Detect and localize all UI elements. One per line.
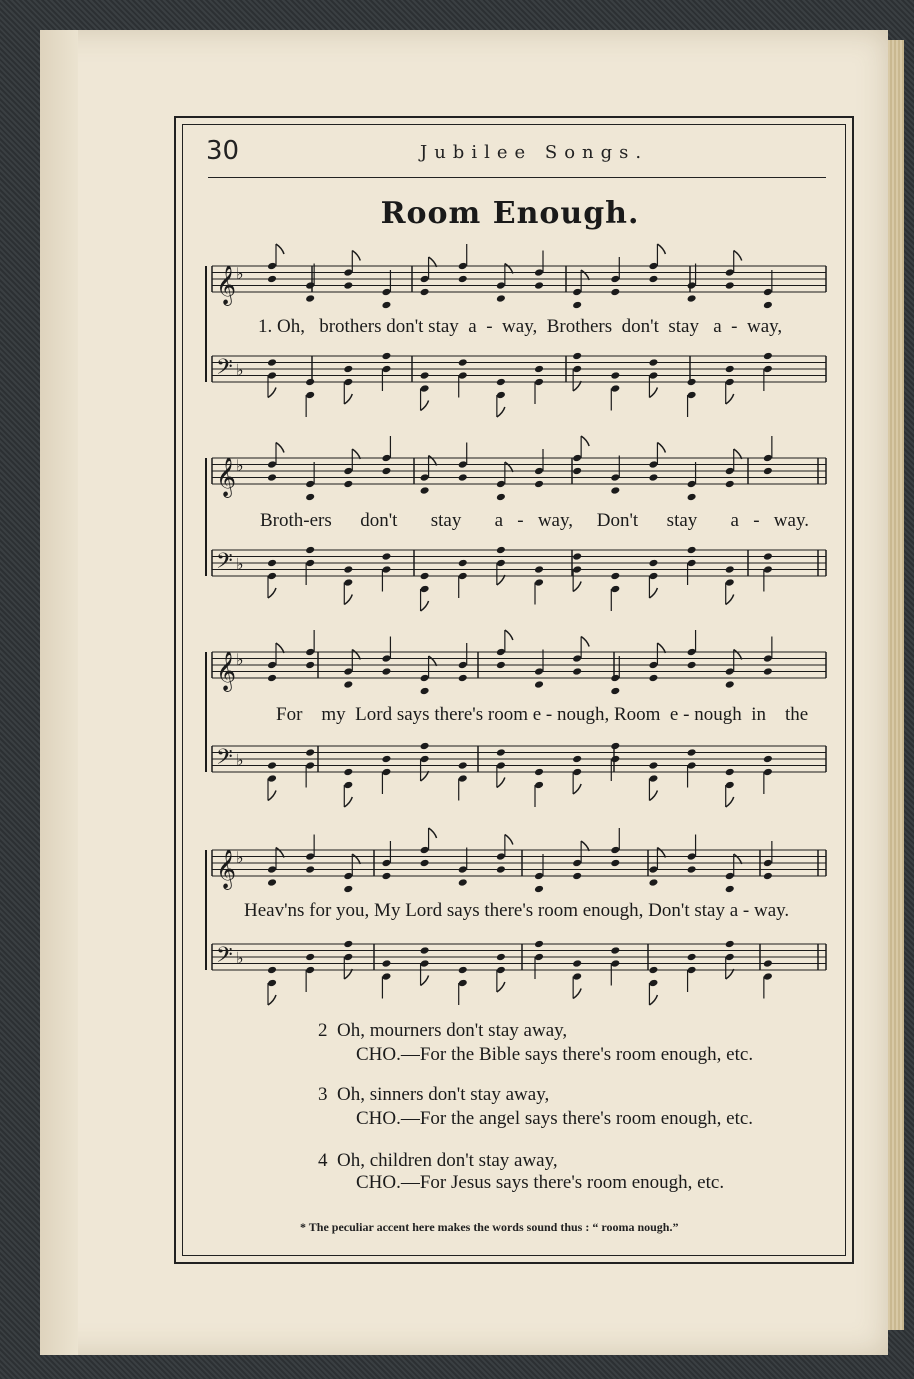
note-head: [343, 565, 353, 574]
verse-2-line: 2 Oh, mourners don't stay away,: [318, 1020, 568, 1041]
note-head: [267, 966, 277, 975]
note-head: [420, 572, 430, 581]
note-head: [572, 467, 582, 476]
note-flag: [276, 443, 284, 453]
note-head: [343, 480, 353, 489]
note-head: [381, 872, 391, 881]
note-head: [572, 959, 582, 968]
note-head: [343, 885, 353, 894]
note-head: [420, 946, 430, 955]
note-head: [725, 680, 735, 689]
note-flag: [497, 778, 505, 788]
note-head: [381, 959, 391, 968]
note-head: [610, 572, 620, 581]
key-signature-flat: ♭: [236, 456, 244, 475]
note-head: [534, 565, 544, 574]
note-head: [381, 552, 391, 561]
bass-clef: 𝄢: [216, 745, 233, 775]
note-head: [458, 878, 468, 887]
note-head: [610, 742, 620, 751]
note-head: [343, 768, 353, 777]
note-head: [610, 486, 620, 495]
note-flag: [421, 401, 429, 411]
note-head: [763, 301, 773, 310]
note-head: [534, 480, 544, 489]
note-head: [572, 552, 582, 561]
verse-2-chorus: CHO.—For the Bible says there's room enough, etc.: [356, 1044, 754, 1065]
note-head: [610, 687, 620, 696]
note-flag: [581, 436, 589, 446]
note-head: [648, 878, 658, 887]
note-head: [458, 275, 468, 284]
key-signature-flat: ♭: [236, 264, 244, 283]
note-head: [458, 966, 468, 975]
note-flag: [726, 394, 734, 404]
note-head: [496, 748, 506, 757]
bass-clef: 𝄢: [216, 943, 233, 973]
note-head: [267, 674, 277, 683]
note-head: [458, 761, 468, 770]
running-head: Jubilee Songs.: [420, 142, 649, 163]
lyric-line-4: Heav'ns for you, My Lord says there's room enough, Don't stay a - way.: [244, 900, 790, 921]
note-head: [381, 755, 391, 764]
note-head: [534, 885, 544, 894]
note-head: [572, 352, 582, 361]
note-head: [763, 467, 773, 476]
note-flag: [726, 797, 734, 807]
key-signature-flat: ♭: [236, 650, 244, 669]
note-head: [420, 742, 430, 751]
note-head: [610, 859, 620, 868]
key-signature-flat: ♭: [236, 554, 244, 574]
treble-clef: 𝄞: [216, 457, 237, 497]
note-flag: [268, 588, 276, 598]
note-head: [458, 674, 468, 683]
verse-3-line: 3 Oh, sinners don't stay away,: [318, 1084, 550, 1105]
bass-clef: 𝄢: [216, 355, 233, 385]
note-head: [725, 565, 735, 574]
key-signature-flat: ♭: [236, 848, 244, 867]
lyric-line-1: 1. Oh, brothers don't stay a - way, Brothers don't stay a - way,: [258, 316, 783, 337]
note-head: [687, 546, 697, 555]
note-head: [305, 493, 315, 502]
note-head: [763, 552, 773, 561]
note-head: [381, 352, 391, 361]
note-head: [763, 667, 773, 676]
note-flag: [421, 976, 429, 986]
note-flag: [657, 244, 665, 254]
note-head: [610, 946, 620, 955]
verse-4-line: 4 Oh, children don't stay away,: [318, 1150, 558, 1171]
note-head: [458, 473, 468, 482]
note-flag: [352, 251, 360, 261]
note-flag: [649, 588, 657, 598]
page-number: 30: [206, 136, 240, 166]
note-head: [763, 352, 773, 361]
note-head: [725, 365, 735, 374]
note-head: [458, 559, 468, 568]
note-flag: [344, 595, 352, 605]
note-head: [343, 680, 353, 689]
note-head: [267, 358, 277, 367]
note-head: [725, 940, 735, 949]
note-head: [496, 493, 506, 502]
note-head: [496, 378, 506, 387]
note-flag: [429, 828, 437, 838]
note-head: [496, 546, 506, 555]
note-flag: [581, 637, 589, 647]
note-head: [534, 680, 544, 689]
key-signature-flat: ♭: [236, 750, 244, 770]
note-flag: [573, 582, 581, 592]
note-flag: [649, 995, 657, 1005]
note-head: [648, 559, 658, 568]
note-head: [648, 275, 658, 284]
note-head: [458, 358, 468, 367]
note-head: [648, 473, 658, 482]
treble-clef: 𝄞: [216, 265, 237, 305]
note-head: [534, 365, 544, 374]
note-head: [648, 674, 658, 683]
note-head: [305, 378, 315, 387]
lyric-line-2: Broth-ers don't stay a - way, Don't stay a - way.: [260, 510, 809, 531]
note-flag: [505, 630, 513, 640]
note-head: [305, 865, 315, 874]
note-flag: [497, 407, 505, 417]
note-head: [534, 768, 544, 777]
note-head: [763, 959, 773, 968]
verse-3-chorus: CHO.—For the angel says there's room enough, etc.: [356, 1108, 754, 1129]
note-head: [725, 885, 735, 894]
note-head: [381, 667, 391, 676]
note-head: [343, 940, 353, 949]
note-flag: [268, 791, 276, 801]
note-flag: [573, 784, 581, 794]
note-head: [420, 859, 430, 868]
note-head: [305, 661, 315, 670]
note-head: [267, 878, 277, 887]
note-head: [496, 661, 506, 670]
note-flag: [734, 251, 742, 261]
note-head: [648, 966, 658, 975]
note-head: [572, 301, 582, 310]
note-flag: [505, 835, 513, 845]
note-flag: [649, 388, 657, 398]
note-head: [687, 493, 697, 502]
note-head: [648, 358, 658, 367]
key-signature-flat: ♭: [236, 360, 244, 380]
note-head: [610, 288, 620, 297]
note-head: [763, 755, 773, 764]
note-head: [420, 486, 430, 495]
note-flag: [421, 601, 429, 611]
note-head: [381, 467, 391, 476]
treble-clef: 𝄞: [216, 849, 237, 889]
note-head: [267, 761, 277, 770]
note-flag: [497, 982, 505, 992]
note-head: [725, 281, 735, 290]
note-head: [725, 480, 735, 489]
note-head: [687, 378, 697, 387]
note-head: [725, 768, 735, 777]
note-flag: [649, 791, 657, 801]
note-head: [687, 748, 697, 757]
verse-4-chorus: CHO.—For Jesus says there's room enough, etc.: [356, 1172, 725, 1193]
note-head: [267, 559, 277, 568]
note-head: [305, 546, 315, 555]
note-head: [763, 872, 773, 881]
note-head: [420, 288, 430, 297]
note-flag: [268, 388, 276, 398]
note-head: [420, 371, 430, 380]
note-flag: [344, 797, 352, 807]
note-head: [648, 761, 658, 770]
note-flag: [657, 443, 665, 453]
treble-clef: 𝄞: [216, 651, 237, 691]
note-flag: [276, 244, 284, 254]
note-head: [534, 281, 544, 290]
note-head: [687, 953, 697, 962]
note-head: [534, 940, 544, 949]
bass-clef: 𝄢: [216, 549, 233, 579]
footnote: * The peculiar accent here makes the words sound thus : “ rooma nough.”: [300, 1220, 679, 1234]
note-head: [572, 872, 582, 881]
key-signature-flat: ♭: [236, 948, 244, 968]
note-head: [305, 953, 315, 962]
note-head: [496, 294, 506, 303]
song-title: Room Enough.: [380, 196, 640, 231]
note-flag: [573, 989, 581, 999]
note-head: [381, 301, 391, 310]
note-head: [343, 365, 353, 374]
note-head: [267, 473, 277, 482]
note-head: [496, 953, 506, 962]
note-head: [687, 294, 697, 303]
note-flag: [344, 394, 352, 404]
note-head: [687, 661, 697, 670]
note-flag: [726, 595, 734, 605]
note-head: [420, 687, 430, 696]
lyric-line-3: For my Lord says there's room e - nough, Room e - nough in the: [276, 704, 809, 725]
note-head: [496, 865, 506, 874]
note-head: [305, 748, 315, 757]
note-head: [572, 755, 582, 764]
note-head: [610, 371, 620, 380]
note-head: [267, 275, 277, 284]
note-head: [687, 865, 697, 874]
note-flag: [268, 995, 276, 1005]
note-head: [572, 667, 582, 676]
note-head: [305, 294, 315, 303]
note-head: [343, 281, 353, 290]
